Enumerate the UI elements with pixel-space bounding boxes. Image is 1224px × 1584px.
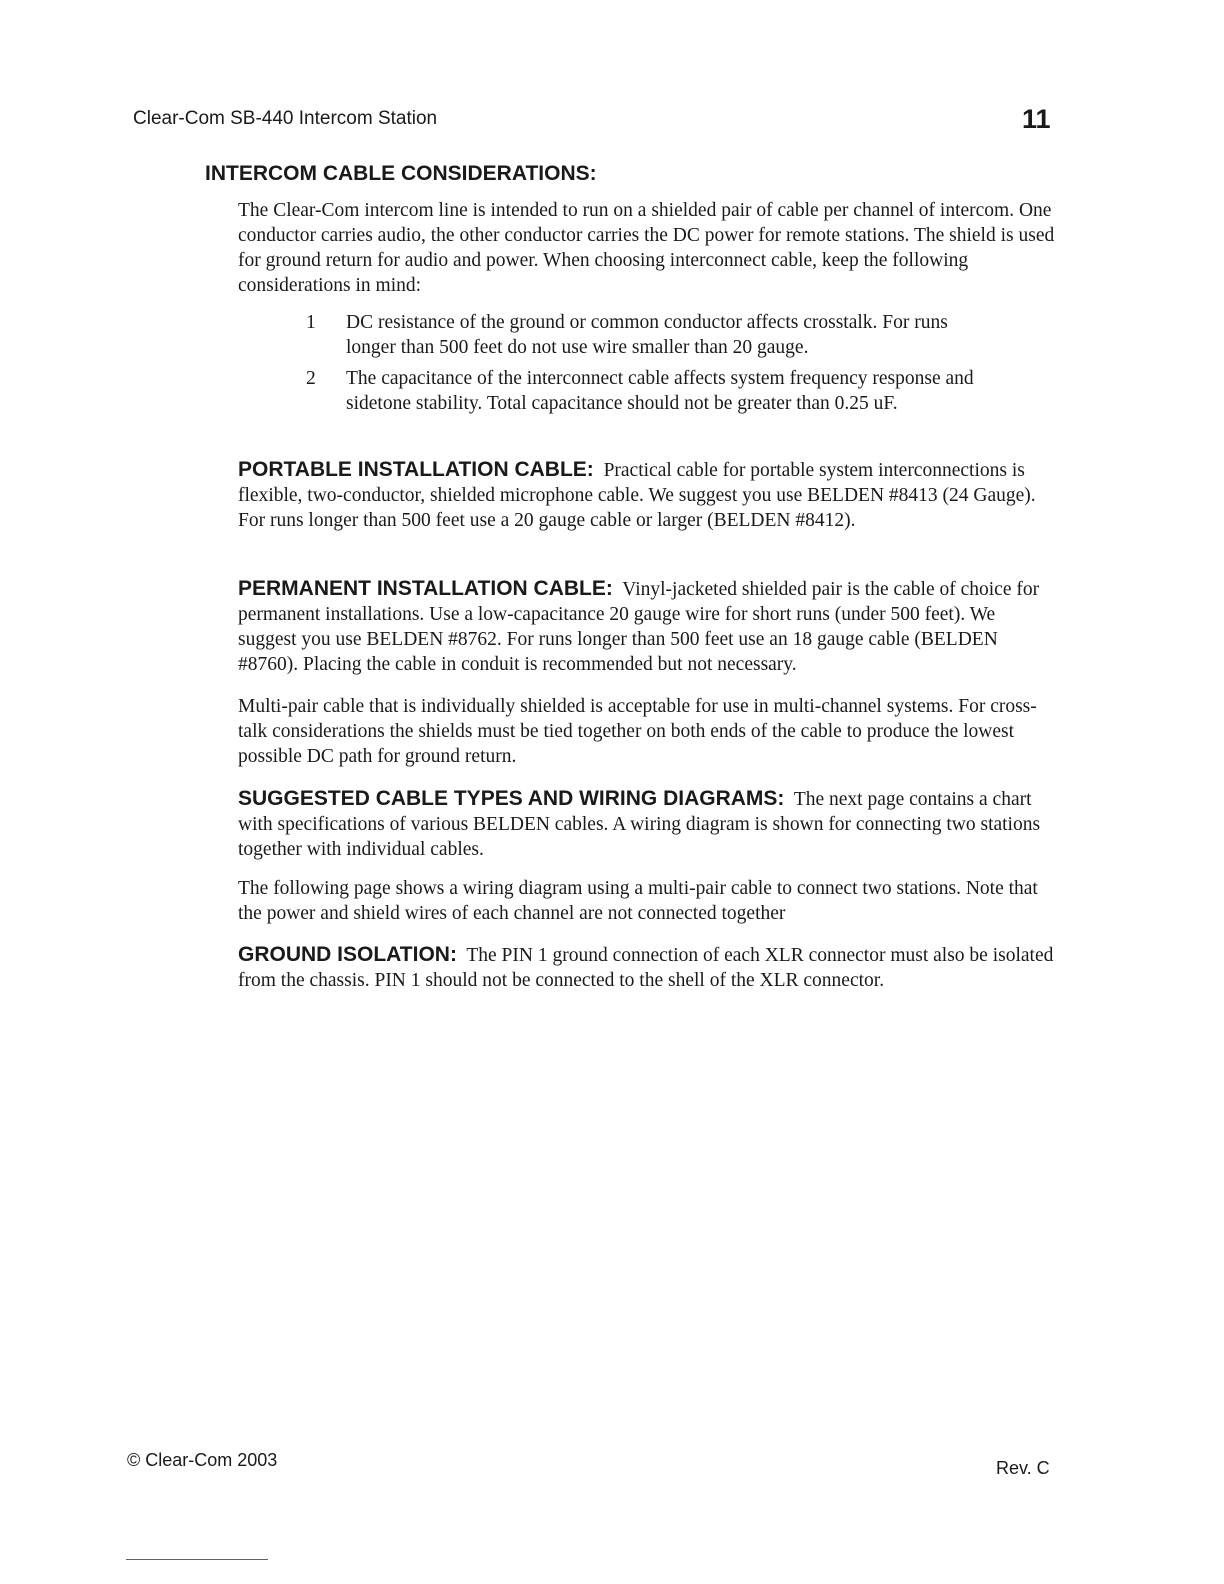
permanent-cable-paragraph [238,576,1058,677]
ground-isolation-heading: GROUND ISOLATION: [238,943,457,966]
suggested-cable-heading: SUGGESTED CABLE TYPES AND WIRING DIAGRAMS: [238,787,785,810]
footer-revision: Rev. C [996,1458,1050,1478]
ground-isolation-paragraph [238,942,1058,993]
list-item-number: 1 [306,312,316,333]
portable-cable-text: Practical cable for portable system interconnections is flexible, two-conductor, shielded microphone cable. We suggest you use BELDEN #8413 (24 Gauge). For runs longer than 500 feet use a 20 gauge cable or larger (BELDEN #8412). [238,460,1036,531]
list-item-text: The capacitance of the interconnect cable affects system frequency response and sidetone stability. Total capacitance should not be greater than 0.25 uF. [346,368,974,414]
considerations-list [306,310,986,416]
suggested-cable-text: The next page contains a chart with specifications of various BELDEN cables. A wiring diagram is shown for connecting two stations together with individual cables. [238,789,1041,860]
intro-paragraph: The Clear-Com intercom line is intended to run on a shielded pair of cable per channel of intercom. One conductor carries audio, the other conductor carries the DC power for remote stations. The shield is used for ground return for audio and power. When choosing interconnect cable, keep the following considerations in mind: [238,200,1055,296]
multipair-paragraph: Multi-pair cable that is individually shielded is acceptable for use in multi-channel systems. For cross-talk considerations the shields must be tied together on both ends of the cable to produce the lowest possible DC path for ground return. [238,696,1037,767]
footer-copyright: © Clear-Com 2003 [127,1450,278,1470]
permanent-cable-text: Vinyl-jacketed shielded pair is the cable of choice for permanent installations. Use a low-capacitance 20 gauge wire for short runs (under 500 feet). We suggest you use BELDEN #8762. For runs longer than 500 feet use an 18 gauge cable (BELDEN #8760). Placing the cable in conduit is recommended but not necessary. [238,579,1040,675]
portable-cable-heading: PORTABLE INSTALLATION CABLE: [238,458,594,481]
portable-cable-paragraph [238,457,1058,533]
suggested-cable-paragraph [238,786,1058,862]
page-number: 11 [1022,104,1051,134]
section-heading-intercom-cable: INTERCOM CABLE CONSIDERATIONS: [205,162,597,185]
list-item-number: 2 [306,368,316,389]
ground-isolation-text: The PIN 1 ground connection of each XLR connector must also be isolated from the chassis. PIN 1 should not be connected to the shell of the XLR connector. [238,945,1054,991]
following-page-paragraph: The following page shows a wiring diagram using a multi-pair cable to connect two stations. Note that the power and shield wires of each channel are not connected together [238,878,1038,924]
list-item [306,310,986,360]
footer-divider [126,1559,268,1560]
list-item [306,366,986,416]
running-title: Clear-Com SB-440 Intercom Station [133,108,438,129]
permanent-cable-heading: PERMANENT INSTALLATION CABLE: [238,577,613,600]
list-item-text: DC resistance of the ground or common conductor affects crosstalk. For runs longer than 500 feet do not use wire smaller than 20 gauge. [346,312,948,358]
